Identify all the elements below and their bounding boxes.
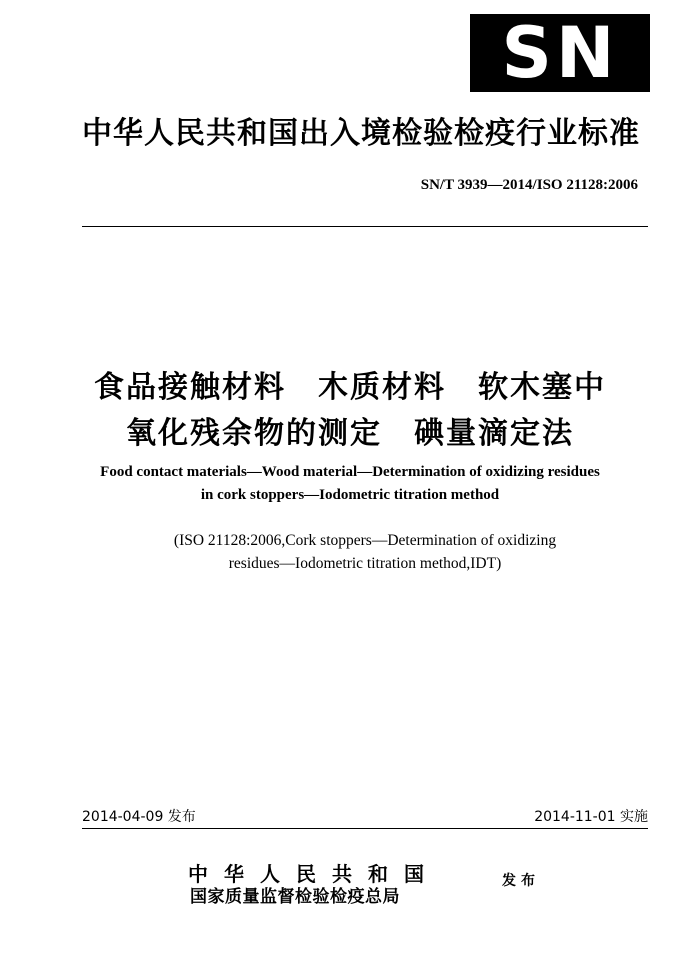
- publisher-line-2: 国家质量监督检验检疫总局: [190, 887, 400, 907]
- iso-reference-line-2: residues—Iodometric titration method,IDT): [228, 555, 502, 572]
- top-divider: [82, 226, 648, 227]
- title-english-line-1: Food contact materials—Wood material—Determination of oxidizing residues: [100, 464, 600, 480]
- issue-date: 2014-04-09 发布: [82, 809, 196, 825]
- standard-number: SN/T 3939—2014/ISO 21128:2006: [420, 177, 638, 193]
- title-english-line-2: in cork stoppers—Iodometric titration method: [200, 487, 500, 503]
- publisher-line-1: 中华人民共和国: [188, 862, 440, 886]
- title-chinese-line-1: 食品接触材料 木质材料 软木塞中: [94, 370, 606, 405]
- implementation-date: 2014-11-01 实施: [534, 809, 648, 825]
- publisher-suffix: 发布: [502, 873, 540, 889]
- bottom-divider: [82, 828, 648, 829]
- issuing-body-title: 中华人民共和国出入境检验检疫行业标准: [82, 116, 640, 151]
- title-chinese-line-2: 氧化残余物的测定 碘量滴定法: [126, 416, 574, 451]
- iso-reference-line-1: (ISO 21128:2006,Cork stoppers—Determination of oxidizing: [173, 532, 557, 549]
- sn-logo: SN: [470, 14, 650, 92]
